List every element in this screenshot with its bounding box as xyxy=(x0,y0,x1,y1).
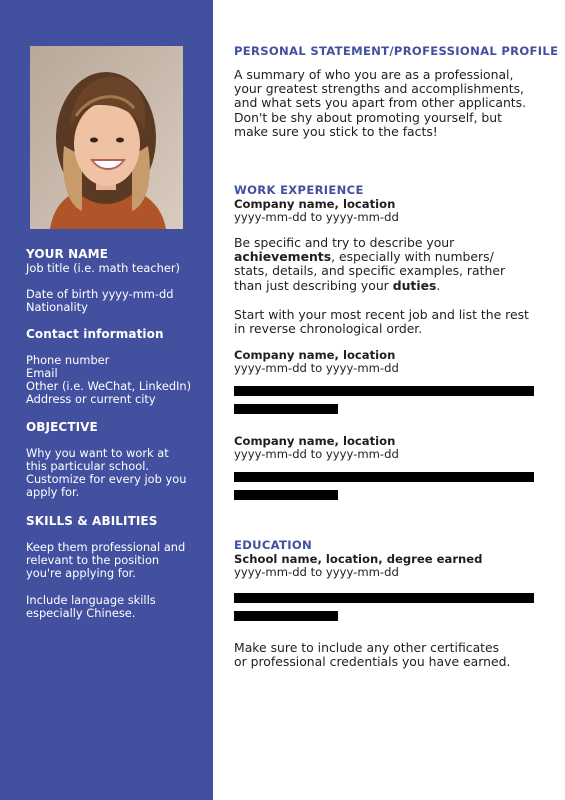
contact-line: Email xyxy=(26,366,58,380)
job-entry-2 xyxy=(234,348,554,375)
work-title: WORK EXPERIENCE xyxy=(234,183,364,197)
profile-text xyxy=(234,68,554,139)
profile-photo-image xyxy=(30,46,183,229)
education-note xyxy=(234,641,554,669)
profile-title: PERSONAL STATEMENT/PROFESSIONAL PROFILE xyxy=(234,44,559,58)
skills-heading xyxy=(26,514,208,529)
work-desc-line xyxy=(234,250,554,264)
profile-line: A summary of who you are as a professional, xyxy=(234,67,514,82)
job-entry-3 xyxy=(234,434,554,461)
work-desc-fragment: . xyxy=(436,277,441,293)
work-desc-fragment: , especially with numbers/ xyxy=(331,249,494,265)
objective-line: Why you want to work at xyxy=(26,446,169,460)
contact-line: Other (i.e. WeChat, LinkedIn) xyxy=(26,379,192,393)
name-block xyxy=(26,247,208,275)
redaction-bar xyxy=(234,593,534,603)
redaction-bar xyxy=(234,386,534,396)
work-order-line: Start with your most recent job and list the rest xyxy=(234,307,529,322)
company-name: Company name, location xyxy=(234,348,396,362)
contact-line: Phone number xyxy=(26,353,110,367)
contact-line: Address or current city xyxy=(26,392,156,406)
profile-photo xyxy=(30,46,183,229)
objective-text xyxy=(26,447,208,499)
date-of-birth: Date of birth yyyy-mm-dd xyxy=(26,287,174,301)
redaction-bar xyxy=(234,611,338,621)
profile-line: make sure you stick to the facts! xyxy=(234,123,438,139)
objective-line: apply for. xyxy=(26,485,80,499)
person-name: YOUR NAME xyxy=(26,247,108,261)
work-order-note xyxy=(234,308,554,336)
work-order-line: in reverse chronological order. xyxy=(234,321,423,337)
contact-info xyxy=(26,354,208,406)
redaction-bar xyxy=(234,404,338,414)
employment-dates: yyyy-mm-dd to yyyy-mm-dd xyxy=(234,447,399,461)
objective-heading-text: OBJECTIVE xyxy=(26,420,98,434)
job-title: Job title (i.e. math teacher) xyxy=(26,261,181,275)
work-desc-fragment: than just describing your xyxy=(234,277,393,293)
objective-line: this particular school. xyxy=(26,459,149,473)
personal-info xyxy=(26,288,208,314)
achievements-word: achievements xyxy=(234,249,332,265)
skills-text-languages xyxy=(26,594,208,620)
objective-line: Customize for every job you xyxy=(26,472,187,486)
education-title: EDUCATION xyxy=(234,538,313,552)
redaction-bar xyxy=(234,472,534,482)
profile-line: your greatest strengths and accomplishments, xyxy=(234,81,524,97)
skills-line: especially Chinese. xyxy=(26,606,136,620)
employment-dates: yyyy-mm-dd to yyyy-mm-dd xyxy=(234,361,399,375)
skills-line: Keep them professional and xyxy=(26,540,186,554)
education-dates: yyyy-mm-dd to yyyy-mm-dd xyxy=(234,565,399,579)
skills-heading-text: SKILLS & ABILITIES xyxy=(26,514,158,528)
contact-heading-text: Contact information xyxy=(26,327,164,341)
contact-heading xyxy=(26,327,208,342)
company-name: Company name, location xyxy=(234,434,396,448)
duties-word: duties xyxy=(392,277,437,293)
objective-heading xyxy=(26,420,208,435)
skills-line: relevant to the position xyxy=(26,553,160,567)
employment-dates: yyyy-mm-dd to yyyy-mm-dd xyxy=(234,210,399,224)
redaction-bar xyxy=(234,490,338,500)
work-desc-line: stats, details, and specific examples, rather xyxy=(234,263,506,279)
skills-line: Include language skills xyxy=(26,593,156,607)
profile-line: and what sets you apart from other applicants. xyxy=(234,95,527,111)
skills-text xyxy=(26,541,208,580)
profile-section xyxy=(234,44,559,58)
skills-line: you're applying for. xyxy=(26,566,136,580)
profile-line: Don't be shy about promoting yourself, but xyxy=(234,109,502,125)
education-note-line: Make sure to include any other certificates xyxy=(234,640,500,655)
nationality: Nationality xyxy=(26,300,88,314)
work-desc-line xyxy=(234,279,554,293)
work-desc-line: Be specific and try to describe your xyxy=(234,235,455,250)
education-section xyxy=(234,538,554,579)
work-section xyxy=(234,183,554,224)
education-note-line: or professional credentials you have earned. xyxy=(234,654,511,670)
sidebar xyxy=(0,0,213,800)
work-description xyxy=(234,236,554,293)
school-name: School name, location, degree earned xyxy=(234,552,483,566)
company-name: Company name, location xyxy=(234,197,396,211)
